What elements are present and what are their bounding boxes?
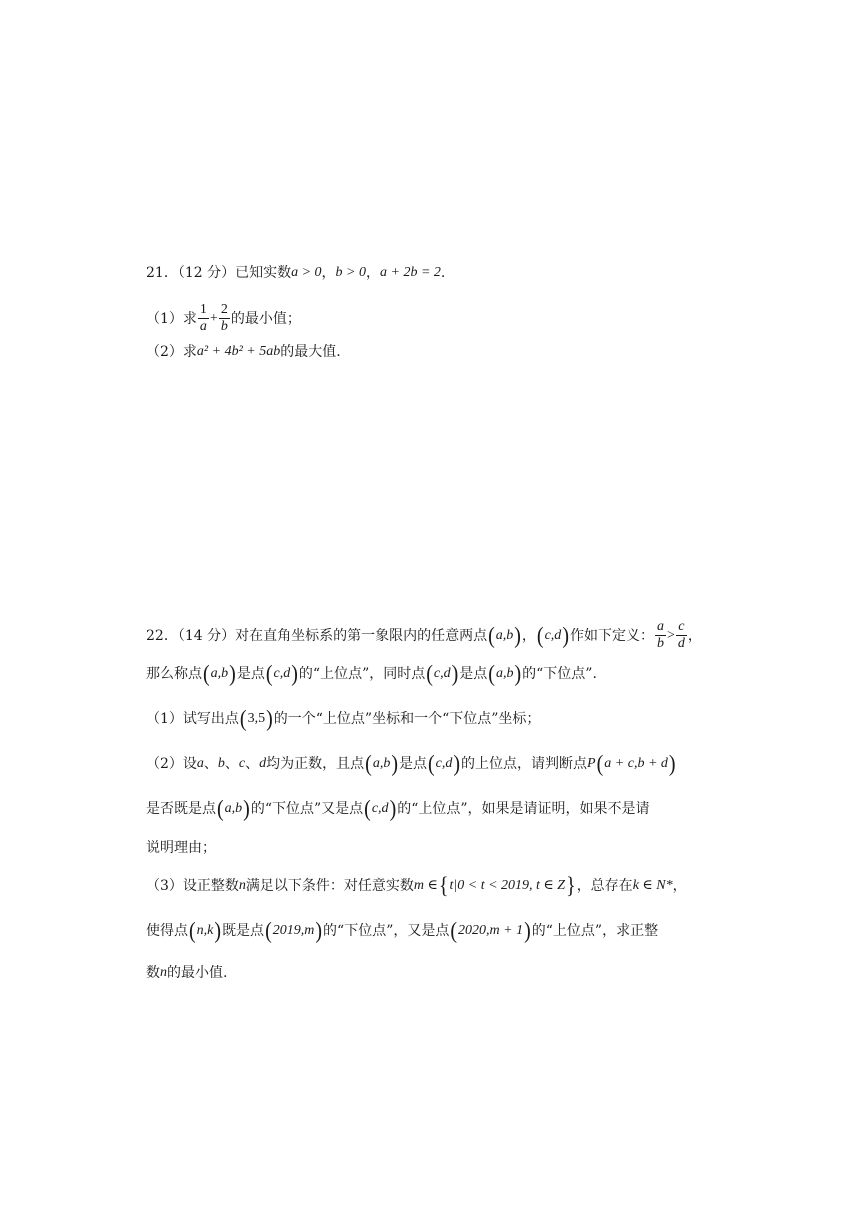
q21-expression: a² + 4b² + 5ab [196,344,281,359]
k-in: k ∈ N* [632,878,673,893]
point-2020-m1: 2020,m + 1 [458,923,524,938]
q22-part3 [146,873,687,899]
q22-part3-cont [146,918,659,944]
fraction-c-over-d [676,619,687,652]
point-ab: a,b [224,801,243,816]
paren-close: ) [391,751,398,777]
q22-part2-end [146,838,216,858]
q22-part2-cont [146,796,650,822]
point-cd: c,d [435,756,453,771]
paren-close: ) [514,661,522,687]
fraction-a-over-b [655,619,666,652]
paren-open: ( [450,918,458,944]
q21-p2-prefix: （2）求 [146,344,197,360]
frac-num: c [678,619,685,634]
paren-open: ( [488,622,495,649]
q22-text: 是点 [459,666,488,682]
paren-open: ( [265,918,272,944]
q22-p3-text: （3）设正整数 [146,878,239,894]
var-n: n [160,965,167,980]
frac-num: 1 [199,302,207,317]
q21-sep: ， [366,265,380,281]
q22-p3-text: 的“下位点”，又是点 [323,923,450,939]
q22-p1-text: （1）试写出点 [146,711,239,727]
point-ab: a,b [372,756,391,771]
paren-close: ) [243,796,250,822]
brace-open: { [438,873,449,899]
q22-p2-text: （2）设 [146,756,197,772]
q21-part1 [146,302,301,335]
q22-p2-text: 的上位点，请判断点 [461,756,588,772]
paren-open: ( [217,796,224,822]
q22-p2-text: 是点 [398,756,427,772]
paren-open: ( [426,661,433,687]
q21-sep: ， [321,265,336,281]
paren-close: ) [514,622,521,649]
point-cd: c,d [433,666,451,681]
q22-part2 [146,751,677,777]
q21-title: 21．（12 分）已知实数 [146,265,292,281]
paren-open: ( [427,751,435,777]
q21-p1-prefix: （1）求 [146,310,197,327]
var-b: b [217,756,225,771]
frac-den: b [220,319,228,334]
q22-p2-text: 说明理由； [146,840,216,856]
comma: ， [672,878,687,894]
q22-p3-text: 的最小值. [167,965,228,981]
paren-close: ) [524,918,531,944]
q22-line2 [146,661,597,687]
var-d: d [259,756,267,771]
paren-open: ( [365,751,372,777]
paren-open: ( [488,661,495,687]
q22-p3-text: 使得点 [146,923,188,939]
paren-close: ) [389,796,397,822]
point-P-label: P [587,756,596,771]
frac-num: 2 [220,302,228,317]
paren-close: ) [451,661,459,687]
definition-text: 作如下定义： [569,627,654,644]
paren-open: ( [364,796,371,822]
q21-part2 [146,342,341,362]
frac-den: d [677,636,685,651]
paren-open: ( [189,918,196,944]
point-nk: n,k [196,923,214,938]
point-2019-m: 2019,m [272,923,315,938]
point-P: a + c,b + d [604,756,668,771]
point-cd: c,d [371,801,389,816]
brace-close: } [566,873,576,899]
greater-than: > [666,627,675,643]
point-cd: c,d [273,666,291,681]
paren-close: ) [315,918,323,944]
q21-header [146,263,445,283]
q22-p1-text: 的一个“上位点”坐标和一个“下位点”坐标； [273,711,541,727]
q22-p3-text: 数 [146,965,160,981]
comma: ， [521,627,536,644]
point-ab: a,b [495,627,514,643]
point-ab: a,b [210,666,229,681]
q21-cond-a: a > 0 [291,265,322,280]
frac-num: a [656,619,664,634]
paren-close: ) [291,661,298,687]
q22-p3-text: ，总存在 [576,878,633,894]
paren-open: ( [239,706,247,732]
paren-close: ) [229,661,236,687]
q21-p2-suffix: 的最大值. [280,344,341,360]
q21-cond-b: b > 0 [335,265,366,280]
q22-p3-text: 既是点 [222,923,265,939]
plus-sign: + [209,310,218,326]
frac-den: b [656,636,664,651]
paren-close: ) [453,751,461,777]
q22-part3-end [146,963,227,983]
q22-line1 [146,619,702,652]
paren-open: ( [203,661,210,687]
q22-p3-text: 满足以下条件：对任意实数 [245,878,414,894]
q22-p2-text: 均为正数，且点 [266,756,365,772]
fraction-2-over-b [219,302,230,335]
q22-text: 是点 [236,666,265,682]
paren-close: ) [214,918,222,944]
paren-open: ( [536,622,544,649]
m-in: m ∈ [413,878,438,893]
q21-cond-sum: a + 2b = 2 [380,265,441,280]
paren-open: ( [596,751,604,777]
q22-p2-text: 的“下位点”又是点 [250,801,364,817]
var-n: n [238,878,246,893]
q22-text: 的“上位点”，同时点 [298,666,426,682]
enum-mark: 、 [224,756,239,772]
paren-close: ) [668,751,676,777]
point-ab: a,b [495,666,514,681]
q22-part1 [146,706,541,732]
q22-p2-text: 的“上位点”，如果是请证明，如果不是请 [397,801,650,817]
set-definition: t|0 < t < 2019, t ∈ Z [449,878,566,893]
paren-close: ) [266,706,273,732]
q21-end: . [440,265,446,281]
q22-text: 那么称点 [146,666,202,682]
q21-p1-suffix: 的最小值； [230,310,301,327]
q22-text: 的“下位点”. [522,666,597,682]
frac-den: a [199,319,207,334]
var-c: c [238,756,246,771]
comma: ， [687,627,702,644]
fraction-1-over-a [198,302,209,335]
q22-p3-text: 的“上位点”，求正整 [531,923,659,939]
var-a: a [196,756,204,771]
q22-title: 22．（14 分）对在直角坐标系的第一象限内的任意两点 [146,627,488,644]
point-3-5: 3,5 [247,711,266,726]
enum-mark: 、 [203,756,218,772]
q22-p2-text: 是否既是点 [146,801,216,817]
paren-close: ) [562,622,569,649]
enum-mark: 、 [245,756,260,772]
paren-open: ( [265,661,273,687]
point-cd: c,d [544,627,562,643]
